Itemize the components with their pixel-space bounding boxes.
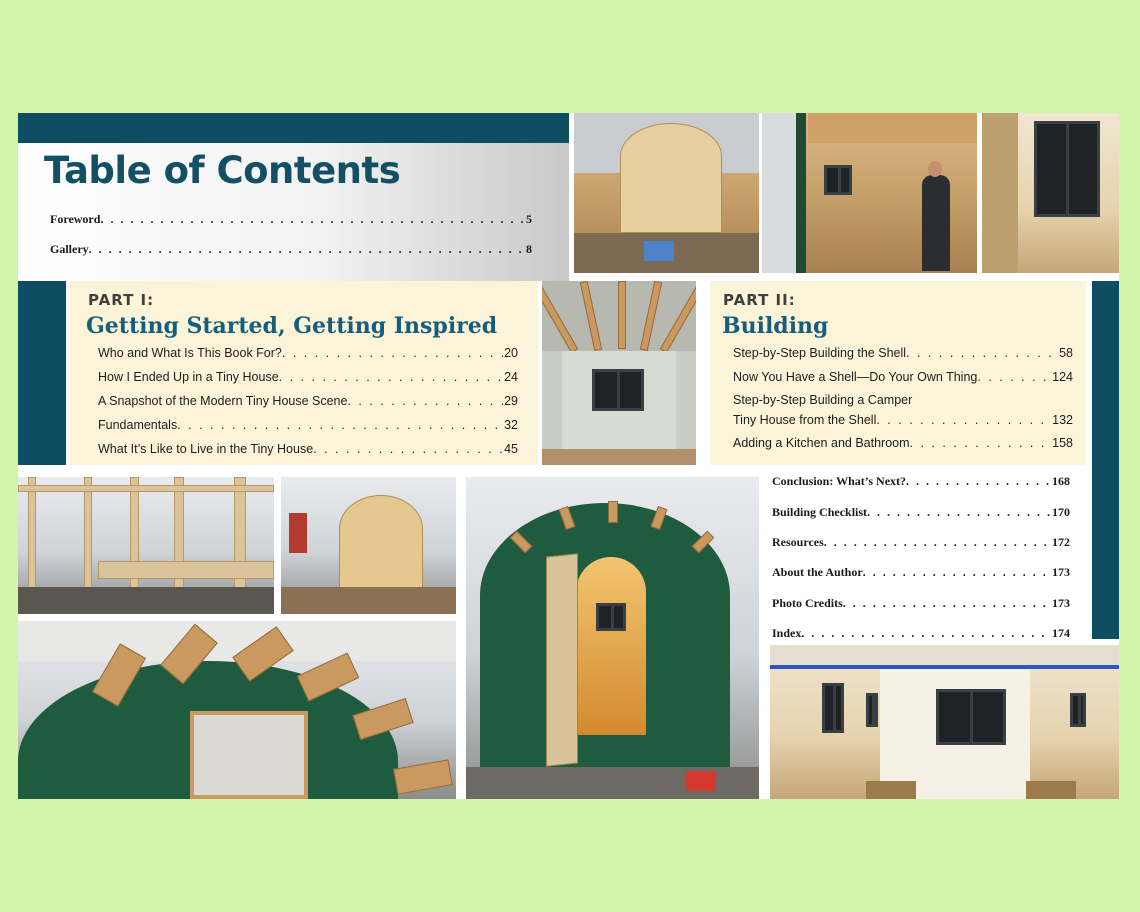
part2-strip — [1092, 281, 1119, 639]
entry-title: Step-by-Step Building the Shell — [733, 346, 907, 360]
leader-dots — [282, 346, 504, 360]
entry-page: 173 — [1052, 596, 1070, 610]
back-entry[interactable] — [772, 565, 1070, 580]
entry-page: 5 — [526, 212, 532, 226]
entry-page: 132 — [1052, 413, 1073, 427]
part1-entry[interactable] — [98, 346, 518, 360]
leader-dots — [910, 436, 1053, 450]
entry-title: A Snapshot of the Modern Tiny House Scene — [98, 394, 348, 408]
entry-title: How I Ended Up in a Tiny House — [98, 370, 279, 384]
back-entry[interactable] — [772, 626, 1070, 641]
part2-label: PART II: — [723, 291, 796, 309]
leader-dots — [347, 394, 504, 408]
photo-green-arch-rafters — [18, 621, 456, 799]
part1-entry[interactable] — [98, 394, 518, 408]
entry-page: 24 — [504, 370, 518, 384]
header-bar — [18, 113, 569, 143]
leader-dots — [876, 413, 1052, 427]
entry-title: Adding a Kitchen and Bathroom — [733, 436, 910, 450]
leader-dots — [906, 474, 1052, 489]
entry-page: 8 — [526, 242, 532, 256]
entry-title: About the Author — [772, 565, 863, 579]
leader-dots — [801, 626, 1052, 641]
entry-page: 168 — [1052, 474, 1070, 488]
entry-title: Building Checklist — [772, 505, 868, 519]
entry-page: 58 — [1059, 346, 1073, 360]
entry-title: Gallery — [50, 242, 89, 256]
part1-label: PART I: — [88, 291, 155, 309]
part1-title: Getting Started, Getting Inspired — [86, 313, 498, 339]
entry-title: What It’s Like to Live in the Tiny House — [98, 442, 314, 456]
entry-title: Fundamentals — [98, 418, 178, 432]
leader-dots — [313, 442, 504, 456]
entry-title: Photo Credits — [772, 596, 843, 610]
entry-page: 124 — [1052, 370, 1073, 384]
entry-title: Tiny House from the Shell — [733, 413, 877, 427]
entry-page: 32 — [504, 418, 518, 432]
toc-entry-gallery[interactable] — [50, 242, 532, 257]
photo-arch-wall-shop — [281, 477, 456, 614]
part2-title: Building — [722, 313, 829, 339]
entry-page: 174 — [1052, 626, 1070, 640]
part2-entry[interactable] — [733, 346, 1073, 360]
leader-dots — [863, 565, 1052, 580]
part2-entry[interactable] — [733, 436, 1073, 450]
back-entry[interactable] — [772, 505, 1070, 520]
photo-arched-interior — [542, 281, 696, 465]
entry-title: Who and What Is This Book For? — [98, 346, 282, 360]
part2-box — [710, 281, 1086, 465]
leader-dots — [843, 596, 1052, 611]
part1-entry[interactable] — [98, 442, 518, 456]
entry-title: Conclusion: What’s Next? — [772, 474, 907, 488]
photo-wall-framing — [18, 477, 274, 614]
entry-page: 158 — [1052, 436, 1073, 450]
toc-header — [18, 113, 569, 281]
leader-dots — [977, 370, 1052, 384]
leader-dots — [279, 370, 504, 384]
leader-dots — [177, 418, 504, 432]
back-entry[interactable] — [772, 596, 1070, 611]
part1-strip — [18, 281, 66, 465]
entry-title: Resources — [772, 535, 824, 549]
page-title: Table of Contents — [44, 149, 401, 192]
entry-title: Now You Have a Shell—Do Your Own Thing — [733, 370, 978, 384]
part1-entry[interactable] — [98, 418, 518, 432]
entry-page: 172 — [1052, 535, 1070, 549]
entry-page: 20 — [504, 346, 518, 360]
part2-entry-line1: Step-by-Step Building a Camper — [733, 393, 913, 407]
photo-ceiling-install — [762, 113, 977, 273]
back-entry[interactable] — [772, 474, 1070, 489]
part2-entry[interactable] — [733, 370, 1073, 384]
part1-entry[interactable] — [98, 370, 518, 384]
photo-curved-wall-build — [574, 113, 759, 273]
entry-page: 170 — [1052, 505, 1070, 519]
part2-entry[interactable] — [733, 413, 1073, 427]
leader-dots — [867, 505, 1052, 520]
photo-green-shell-door — [466, 477, 759, 799]
toc-entry-foreword[interactable] — [50, 212, 532, 227]
photo-window-interior — [982, 113, 1119, 273]
back-entry[interactable] — [772, 535, 1070, 550]
leader-dots — [89, 242, 526, 257]
entry-title: Foreword — [50, 212, 101, 226]
leader-dots — [100, 212, 526, 227]
entry-page: 173 — [1052, 565, 1070, 579]
entry-title: Index — [772, 626, 802, 640]
entry-page: 45 — [504, 442, 518, 456]
book-spread — [18, 113, 1119, 799]
leader-dots — [906, 346, 1059, 360]
part1-box — [70, 281, 538, 465]
photo-finished-interior — [770, 645, 1119, 799]
leader-dots — [824, 535, 1052, 550]
entry-page: 29 — [504, 394, 518, 408]
